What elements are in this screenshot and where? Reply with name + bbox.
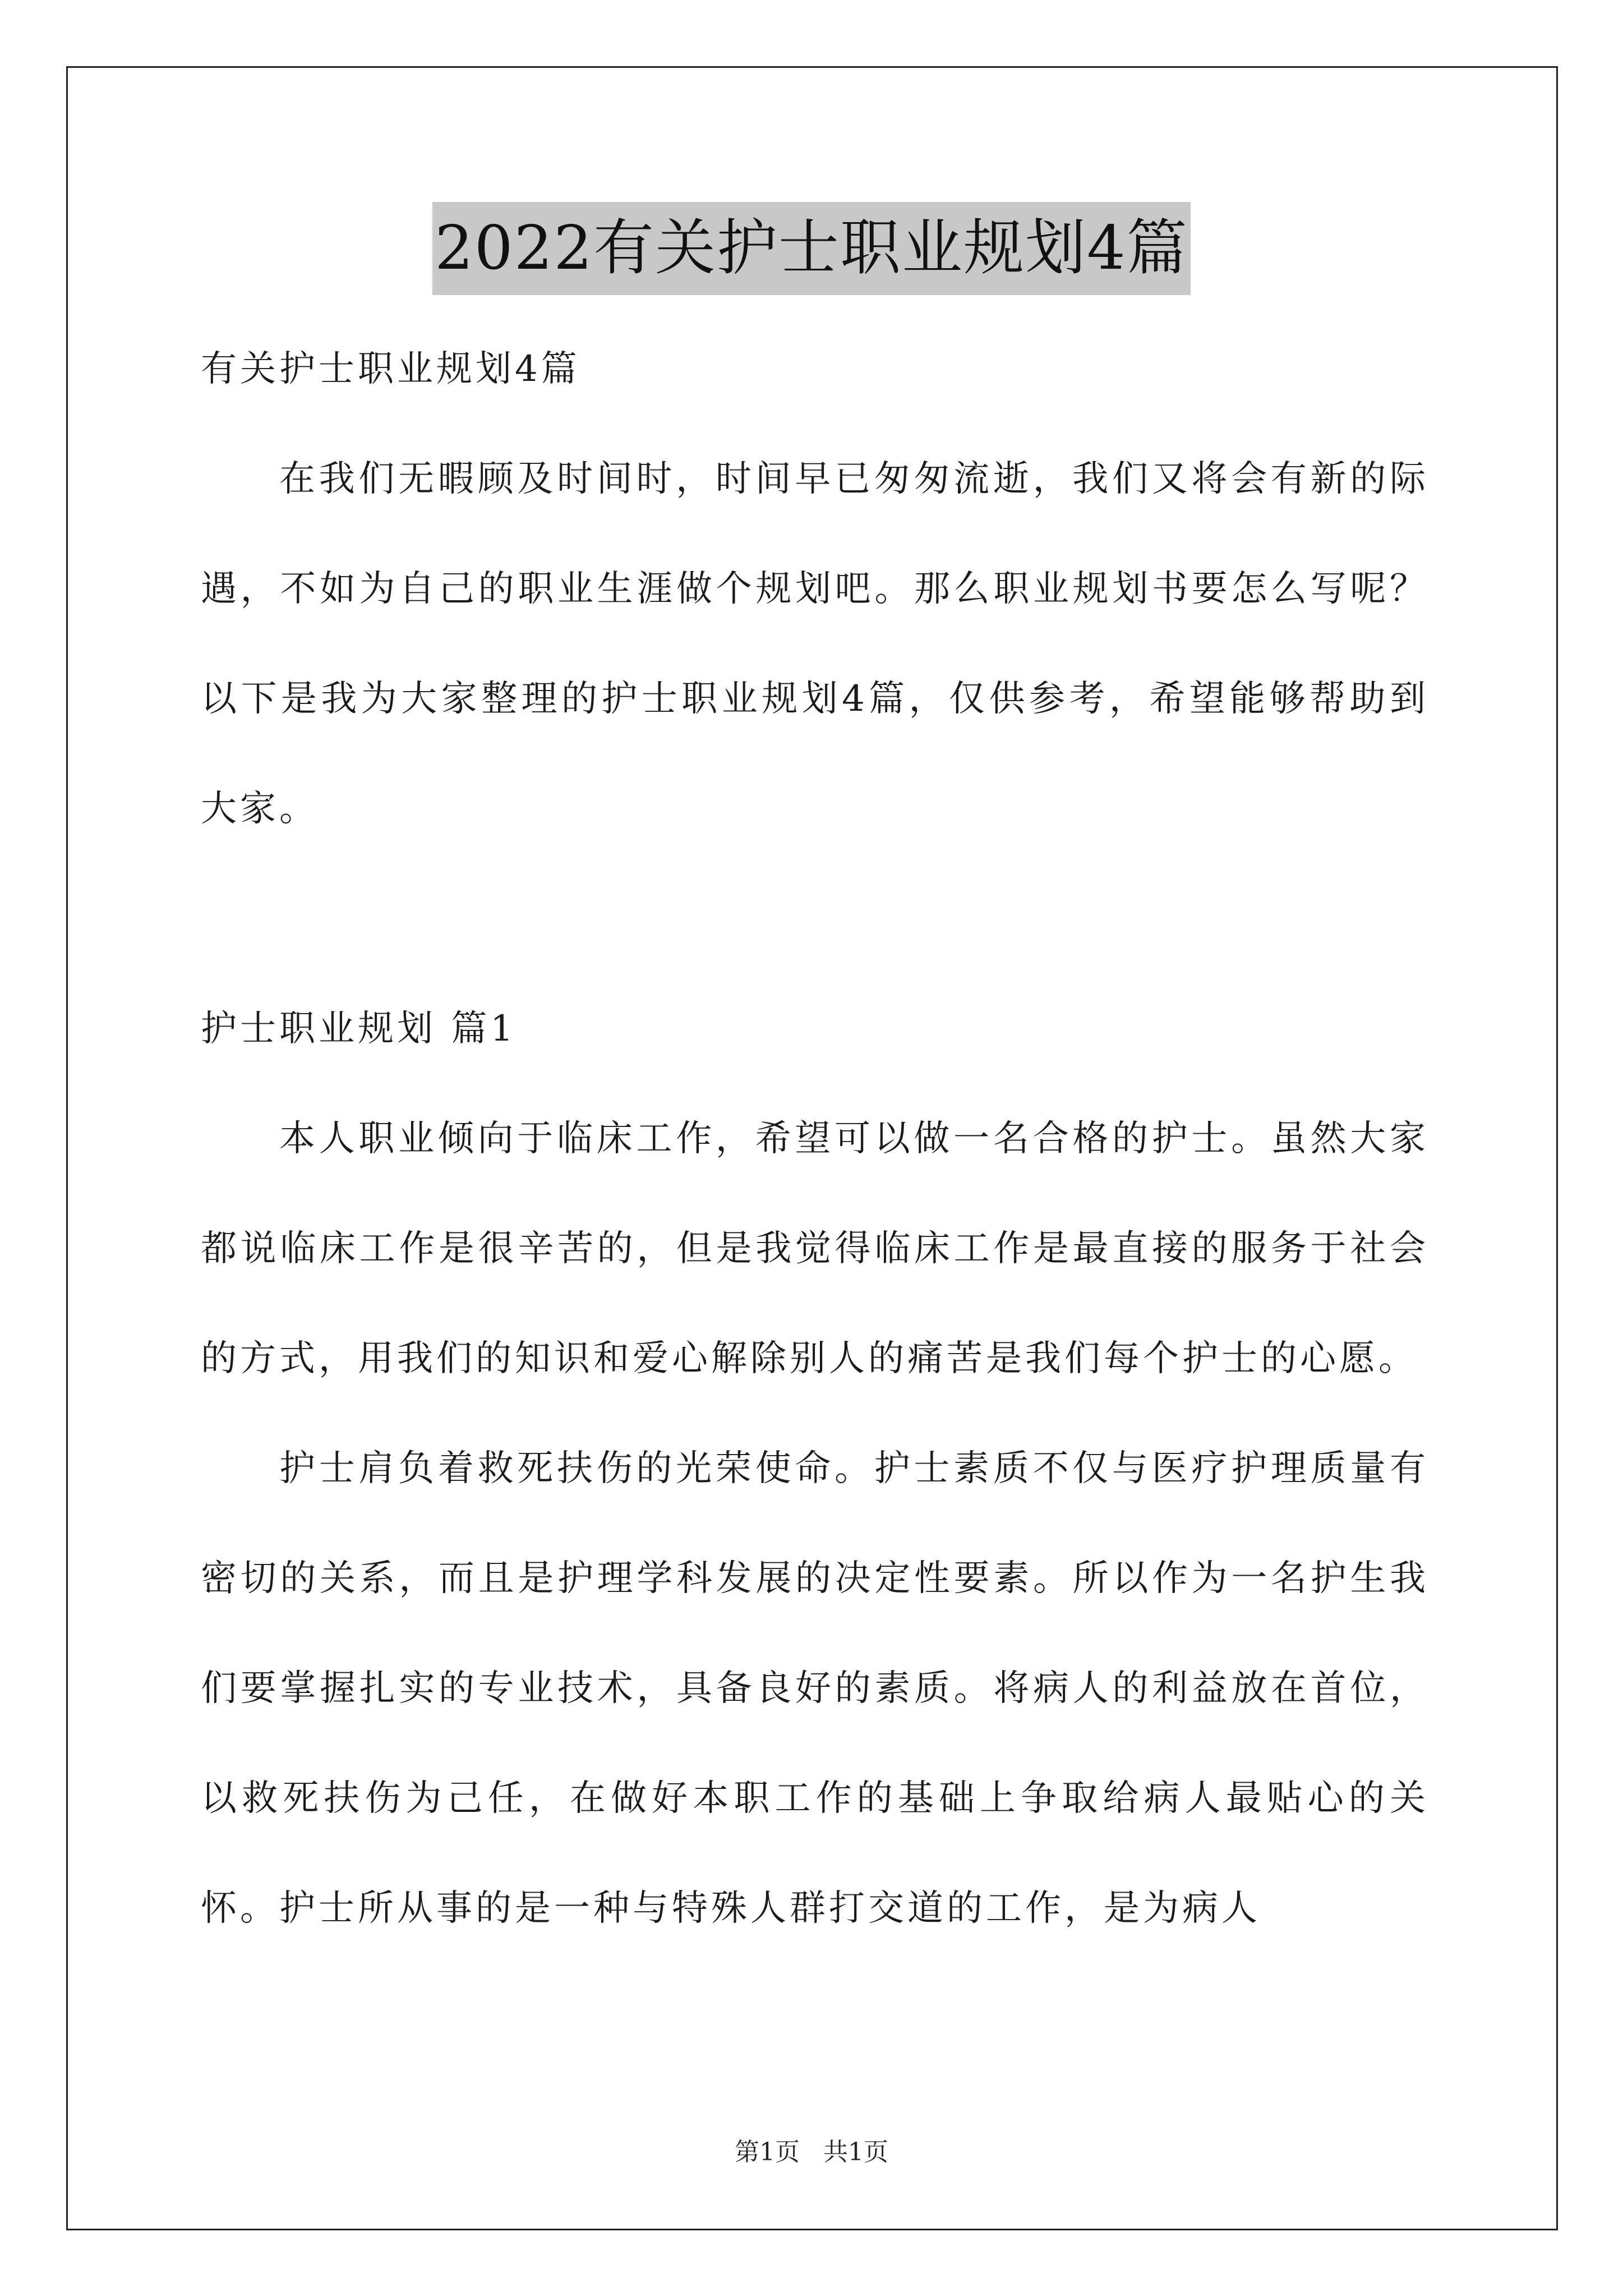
page-footer [0,2132,1623,2168]
body-paragraph-1: 本人职业倾向于临床工作，希望可以做一名合格的护士。虽然大家都说临床工作是很辛苦的，但是我觉得临床工作是最直接的服务于社会的方式，用我们的知识和爱心解除别人的痛苦是我们每个护士的心愿。 [201,1118,1429,1379]
spacer [201,864,1429,974]
page-number: 第1页 [735,2138,800,2166]
document-subtitle: 有关护士职业规划4篇 [201,348,580,390]
page-total: 共1页 [823,2138,888,2166]
section-heading: 护士职业规划 篇1 [201,1008,517,1050]
document-body [201,314,1429,1963]
intro-paragraph: 在我们无暇顾及时间时，时间早已匆匆流逝，我们又将会有新的际遇，不如为自己的职业生涯做个规划吧。那么职业规划书要怎么写呢？以下是我为大家整理的护士职业规划4篇，仅供参考，希望能够帮助到大家。 [201,458,1429,830]
body-paragraph-2: 护士肩负着救死扶伤的光荣使命。护士素质不仅与医疗护理质量有密切的关系，而且是护理学科发展的决定性要素。所以作为一名护生我们要掌握扎实的专业技术，具备良好的素质。将病人的利益放在首位，以救死扶伤为己任，在做好本职工作的基础上争取给病人最贴心的关怀。护士所从事的是一种与特殊人群打交道的工作，是为病人 [201,1448,1429,1929]
title-container [0,202,1623,295]
document-title: 2022有关护士职业规划4篇 [432,202,1191,295]
